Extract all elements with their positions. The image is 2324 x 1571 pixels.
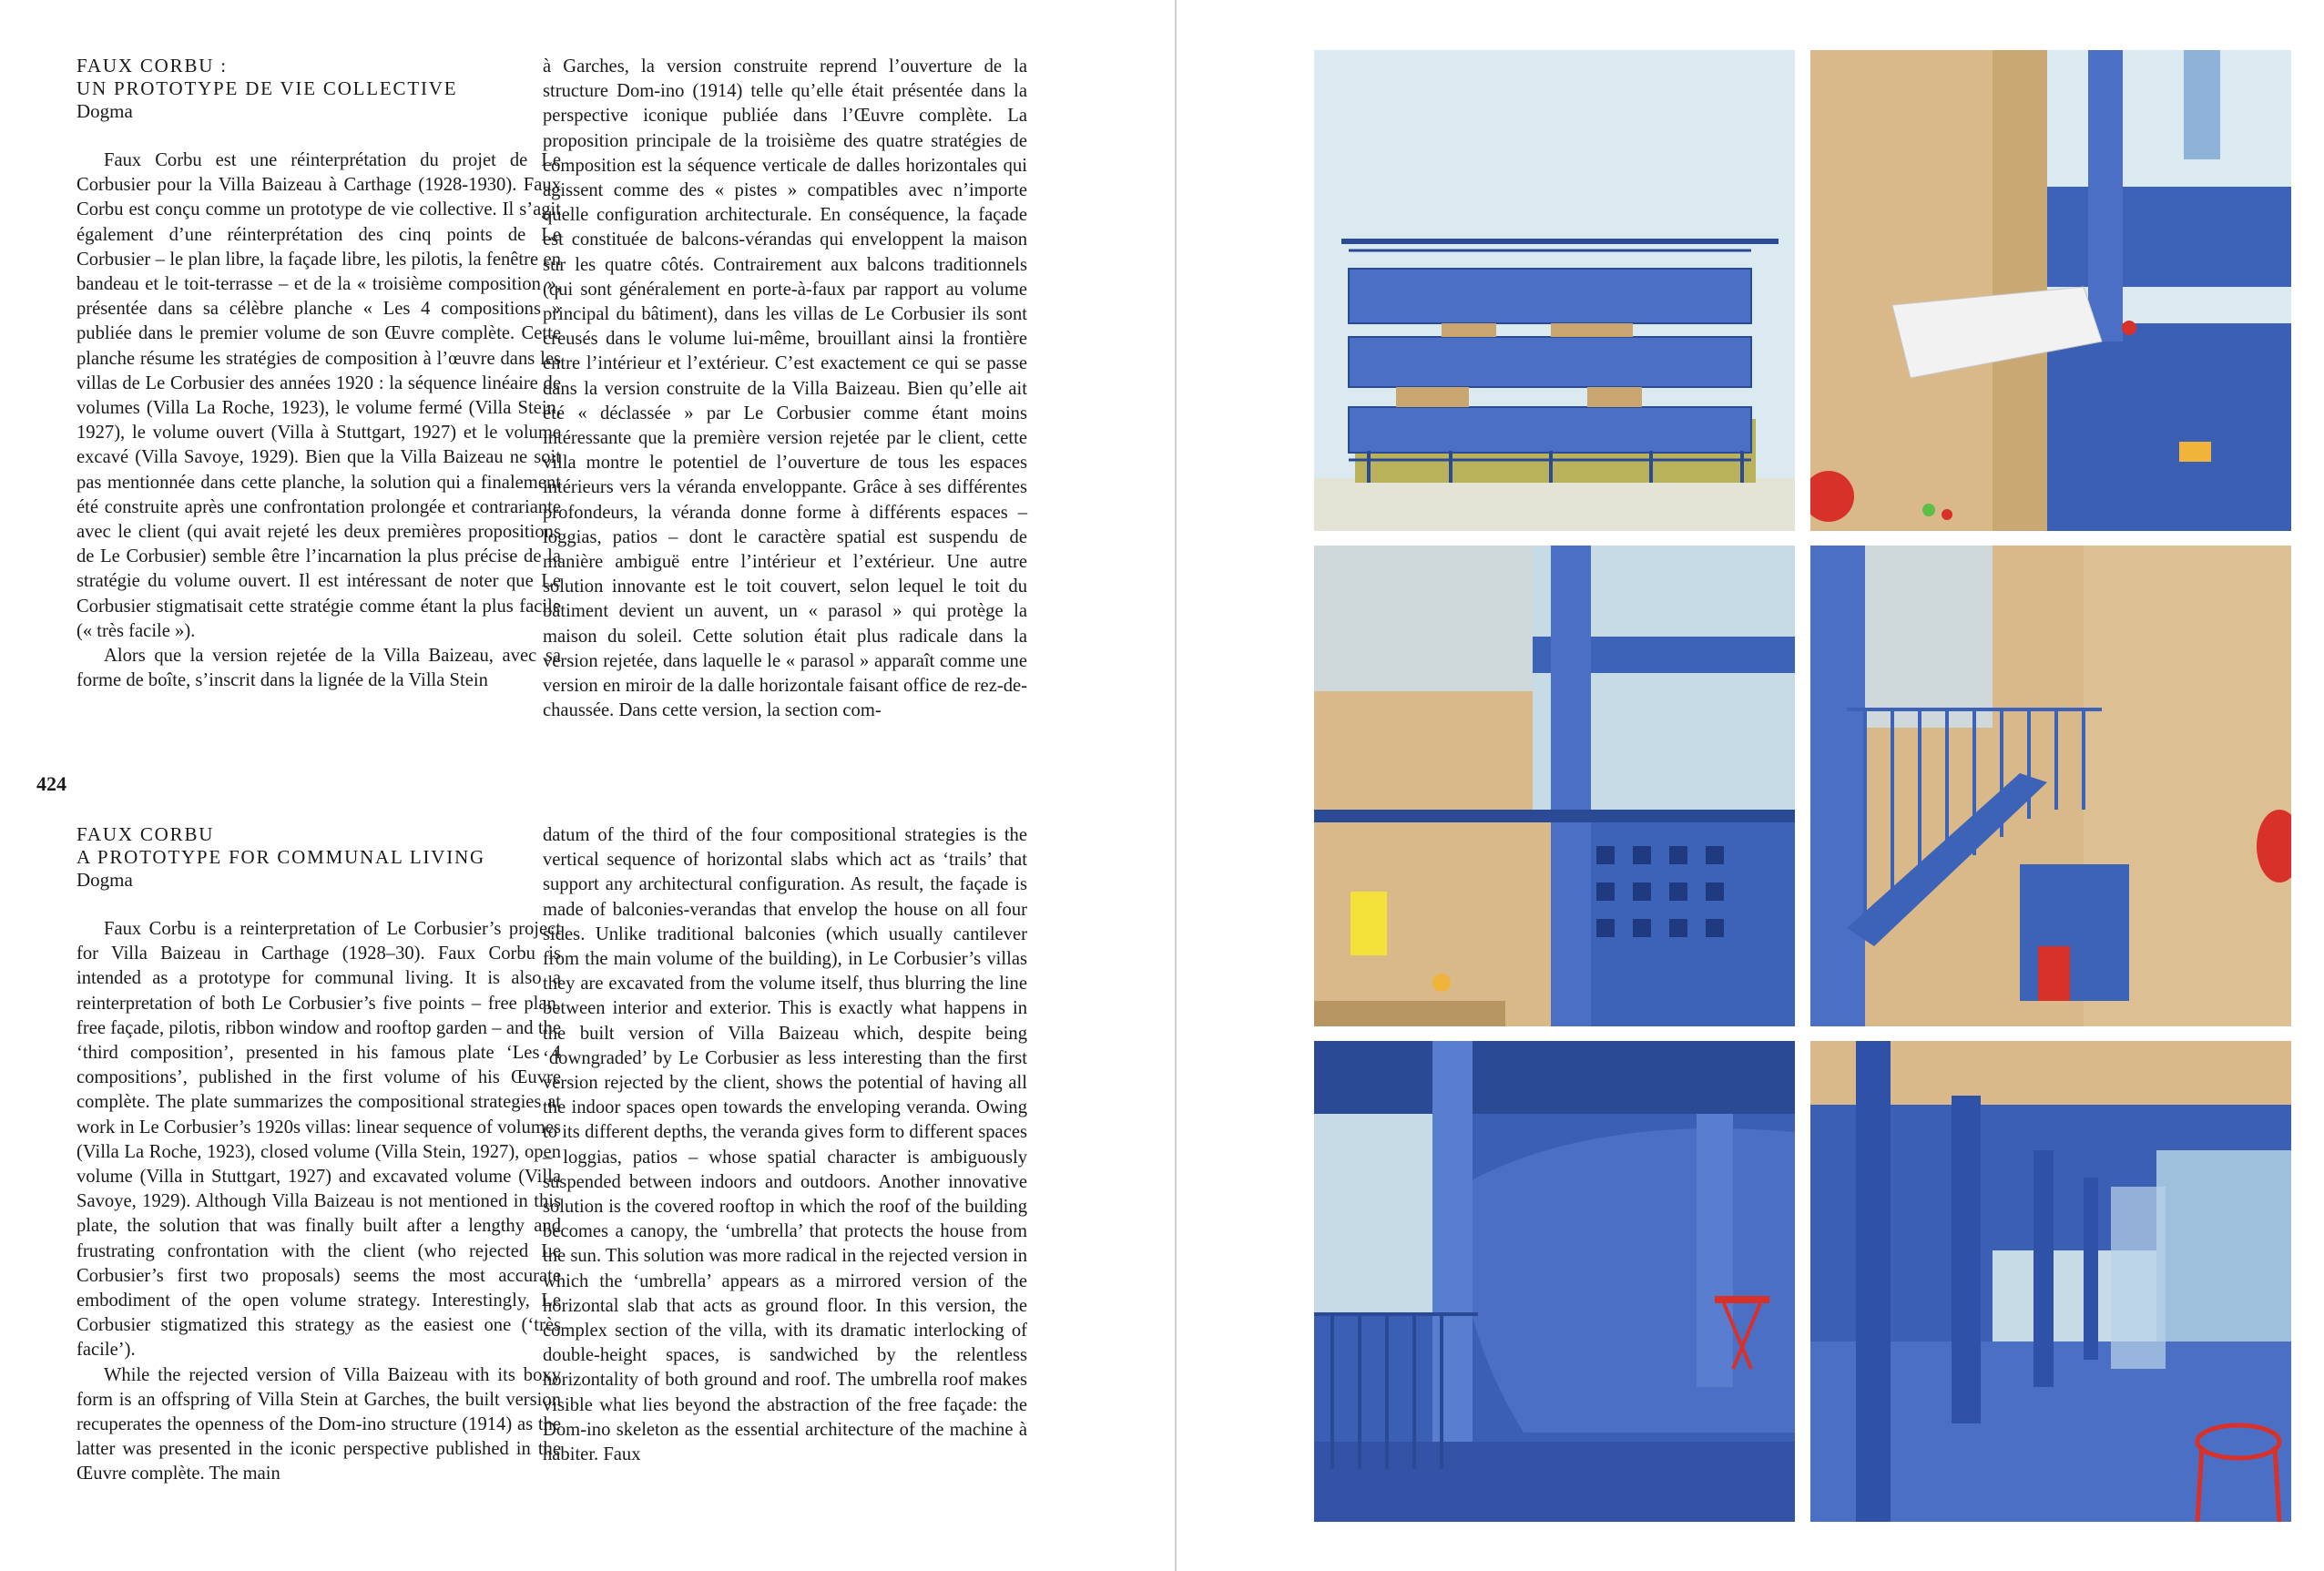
french-column-1 bbox=[76, 55, 561, 693]
english-paragraph-3: datum of the third of the four compositional strategies is the vertical sequence of horizontal slabs which act as ‘trails’ that support any architectural configuration. As result, the façade is made of balconies-verandas that envelop the house on all four sides. Unlike traditional balconies (which usually cantilever from the main volume of the building), in Le Corbusier’s villas they are excavated from the volume itself, thus blurring the line between interior and exterior. This is exactly what happens in the built version of Villa Baizeau which, despite being ‘downgraded’ by Le Corbusier as less interesting than the first version rejected by the client, shows the potential of having all the indoor spaces open towards the enveloping veranda. Owing to its different depths, the veranda gives form to different spaces – loggias, patios – whose spatial character is ambiguously suspended between indoors and outdoors. Another innovative solution is the covered rooftop in which the roof of the building becomes a canopy, the ‘umbrella’ that protects the house from the sun. This solution was more radical in the rejected version in which the ‘umbrella’ appears as a mirrored version of the horizontal slab that acts as ground floor. In this version, the complex section of the villa, with its dramatic interlocking of double-height spaces, is sandwiched by the relentless horizontality of both ground and roof. The umbrella roof makes visible what lies beyond the abstraction of the free façade: the Dom-ino skeleton as the essential architecture of the machine à habiter. Faux bbox=[543, 825, 1027, 1465]
english-title-line2: A PROTOTYPE FOR COMMUNAL LIVING bbox=[76, 846, 485, 868]
illustration-loggia-columns bbox=[1810, 1041, 2291, 1522]
french-author: Dogma bbox=[76, 100, 133, 122]
french-paragraph-1: Faux Corbu est une réinterprétation du projet de Le Corbusier pour la Villa Baizeau à Carthage (1928-1930). Faux Corbu est conçu comme un prototype de vie collective. Il s’agit également d’une réinterprétation des cinq points de Le Corbusier – le plan libre, la façade libre, les pilotis, la fenêtre en bandeau et le toit-terrasse – et de la « troisième composition », présentée dans sa célèbre planche « Les 4 compositions » publiée dans le premier volume de son Œuvre complète. Cette planche résume les stratégies de composition à l’œuvre dans les villas de Le Corbusier des années 1920 : la séquence linéaire de volumes (Villa La Roche, 1923), le volume fermé (Villa Stein, 1927), le volume ouvert (Villa à Stuttgart, 1927) et le volume excavé (Villa Savoye, 1929). Bien que la Villa Baizeau ne soit pas mentionnée dans cette planche, la solution qui a finalement été construite après une confrontation prolongée et contrariante avec le client (qui avait rejeté les deux premières propositions de Le Corbusier) semble être l’incarnation la plus précise de la stratégie du volume ouvert. Il est intéressant de noter que Le Corbusier stigmatisait cette stratégie comme étant la plus facile (« très facile »). bbox=[76, 150, 561, 641]
french-paragraph-2: Alors que la version rejetée de la Villa Baizeau, avec sa forme de boîte, s’inscrit dans la lignée de la Villa Stein bbox=[76, 646, 561, 691]
french-heading bbox=[76, 55, 561, 123]
french-column-2 bbox=[543, 55, 1027, 723]
english-title-line1: FAUX CORBU bbox=[76, 823, 215, 845]
english-column-1 bbox=[76, 823, 561, 1487]
illustration-exterior-facade bbox=[1314, 50, 1795, 531]
english-author: Dogma bbox=[76, 869, 133, 891]
french-title-line1: FAUX CORBU : bbox=[76, 55, 228, 77]
illustration-staircase bbox=[1810, 546, 2291, 1026]
page-number: 424 bbox=[36, 772, 66, 795]
french-paragraph-3: à Garches, la version construite reprend l’ouverture de la structure Dom-ino (1914) telle qu’elle était présentée dans la perspective iconique publiée dans l’Œuvre complète. La proposition principale de la troisième des quatre stratégies de composition est la séquence verticale de dalles horizontales qui agissent comme des « pistes » compatibles avec n’importe quelle configuration architecturale. En conséquence, la façade est constituée de balcons-vérandas qui enveloppent la maison sur les quatre côtés. Contrairement aux balcons traditionnels (qui sont généralement en porte-à-faux par rapport au volume principal du bâtiment), dans les villas de Le Corbusier ils sont creusés dans le volume lui-même, brouillant ainsi la frontière entre l’intérieur et l’extérieur. C’est exactement ce qui se passe dans la version construite de la Villa Baizeau. Bien qu’elle ait été « déclassée » par Le Corbusier comme étant moins intéressante que la première version rejetée par le client, cette villa montre le potentiel de l’ouverture de tous les espaces intérieurs vers la véranda enveloppante. Grâce à ses différentes profondeurs, la véranda donne forme à différents espaces – loggias, patios – dont le caractère spatial est suspendu de manière ambiguë entre l’intérieur et l’extérieur. Une autre solution innovante est le toit couvert, selon lequel le toit du bâtiment devient un auvent, un « parasol » qui protège la maison du soleil. Cette solution était plus radicale dans la version rejetée, dans laquelle le « parasol » apparaît comme une version en miroir de la dalle horizontale faisant office de rez-de-chaussée. Dans cette version, la section com- bbox=[543, 56, 1027, 721]
illustration-bedroom-veranda bbox=[1810, 50, 2291, 531]
english-paragraph-2: While the rejected version of Villa Baizeau with its boxy form is an offspring of Villa Stein at Garches, the built version recuperates the openness of the Dom-ino structure (1914) as the latter was presented in the iconic perspective published in the Œuvre complète. The main bbox=[76, 1364, 561, 1484]
english-paragraph-1: Faux Corbu is a reinterpretation of Le Corbusier’s project for Villa Baizeau in Carthage (1928–30). Faux Corbu is intended as a prototype for communal living. It is also a reinterpretation of both Le Corbusier’s five points – free plan, free façade, pilotis, ribbon window and rooftop garden – and the ‘third composition’, presented in his famous plate ‘Les 4 compositions’, published in the first volume of his Œuvre complète. The plate summarizes the compositional strategies at work in Le Corbusier’s 1920s villas: linear sequence of volumes (Villa La Roche, 1923), closed volume (Villa Stein, 1927), open volume (Villa in Stuttgart, 1927) and excavated volume (Villa Savoye, 1929). Although Villa Baizeau is not mentioned in this plate, the solution that was finally built after a lengthy and frustrating confrontation with the client (who rejected Le Corbusier’s first two proposals) seems the most accurate embodiment of the open volume strategy. Interestingly, Le Corbusier stigmatized this strategy as the easiest one (‘très facile’). bbox=[76, 919, 561, 1361]
french-title-line2: UN PROTOTYPE DE VIE COLLECTIVE bbox=[76, 77, 458, 99]
illustration-double-height-interior bbox=[1314, 546, 1795, 1026]
english-column-2 bbox=[543, 823, 1027, 1467]
page-gutter bbox=[1175, 0, 1177, 1571]
english-heading bbox=[76, 823, 561, 892]
illustration-curved-wall-veranda bbox=[1314, 1041, 1795, 1522]
